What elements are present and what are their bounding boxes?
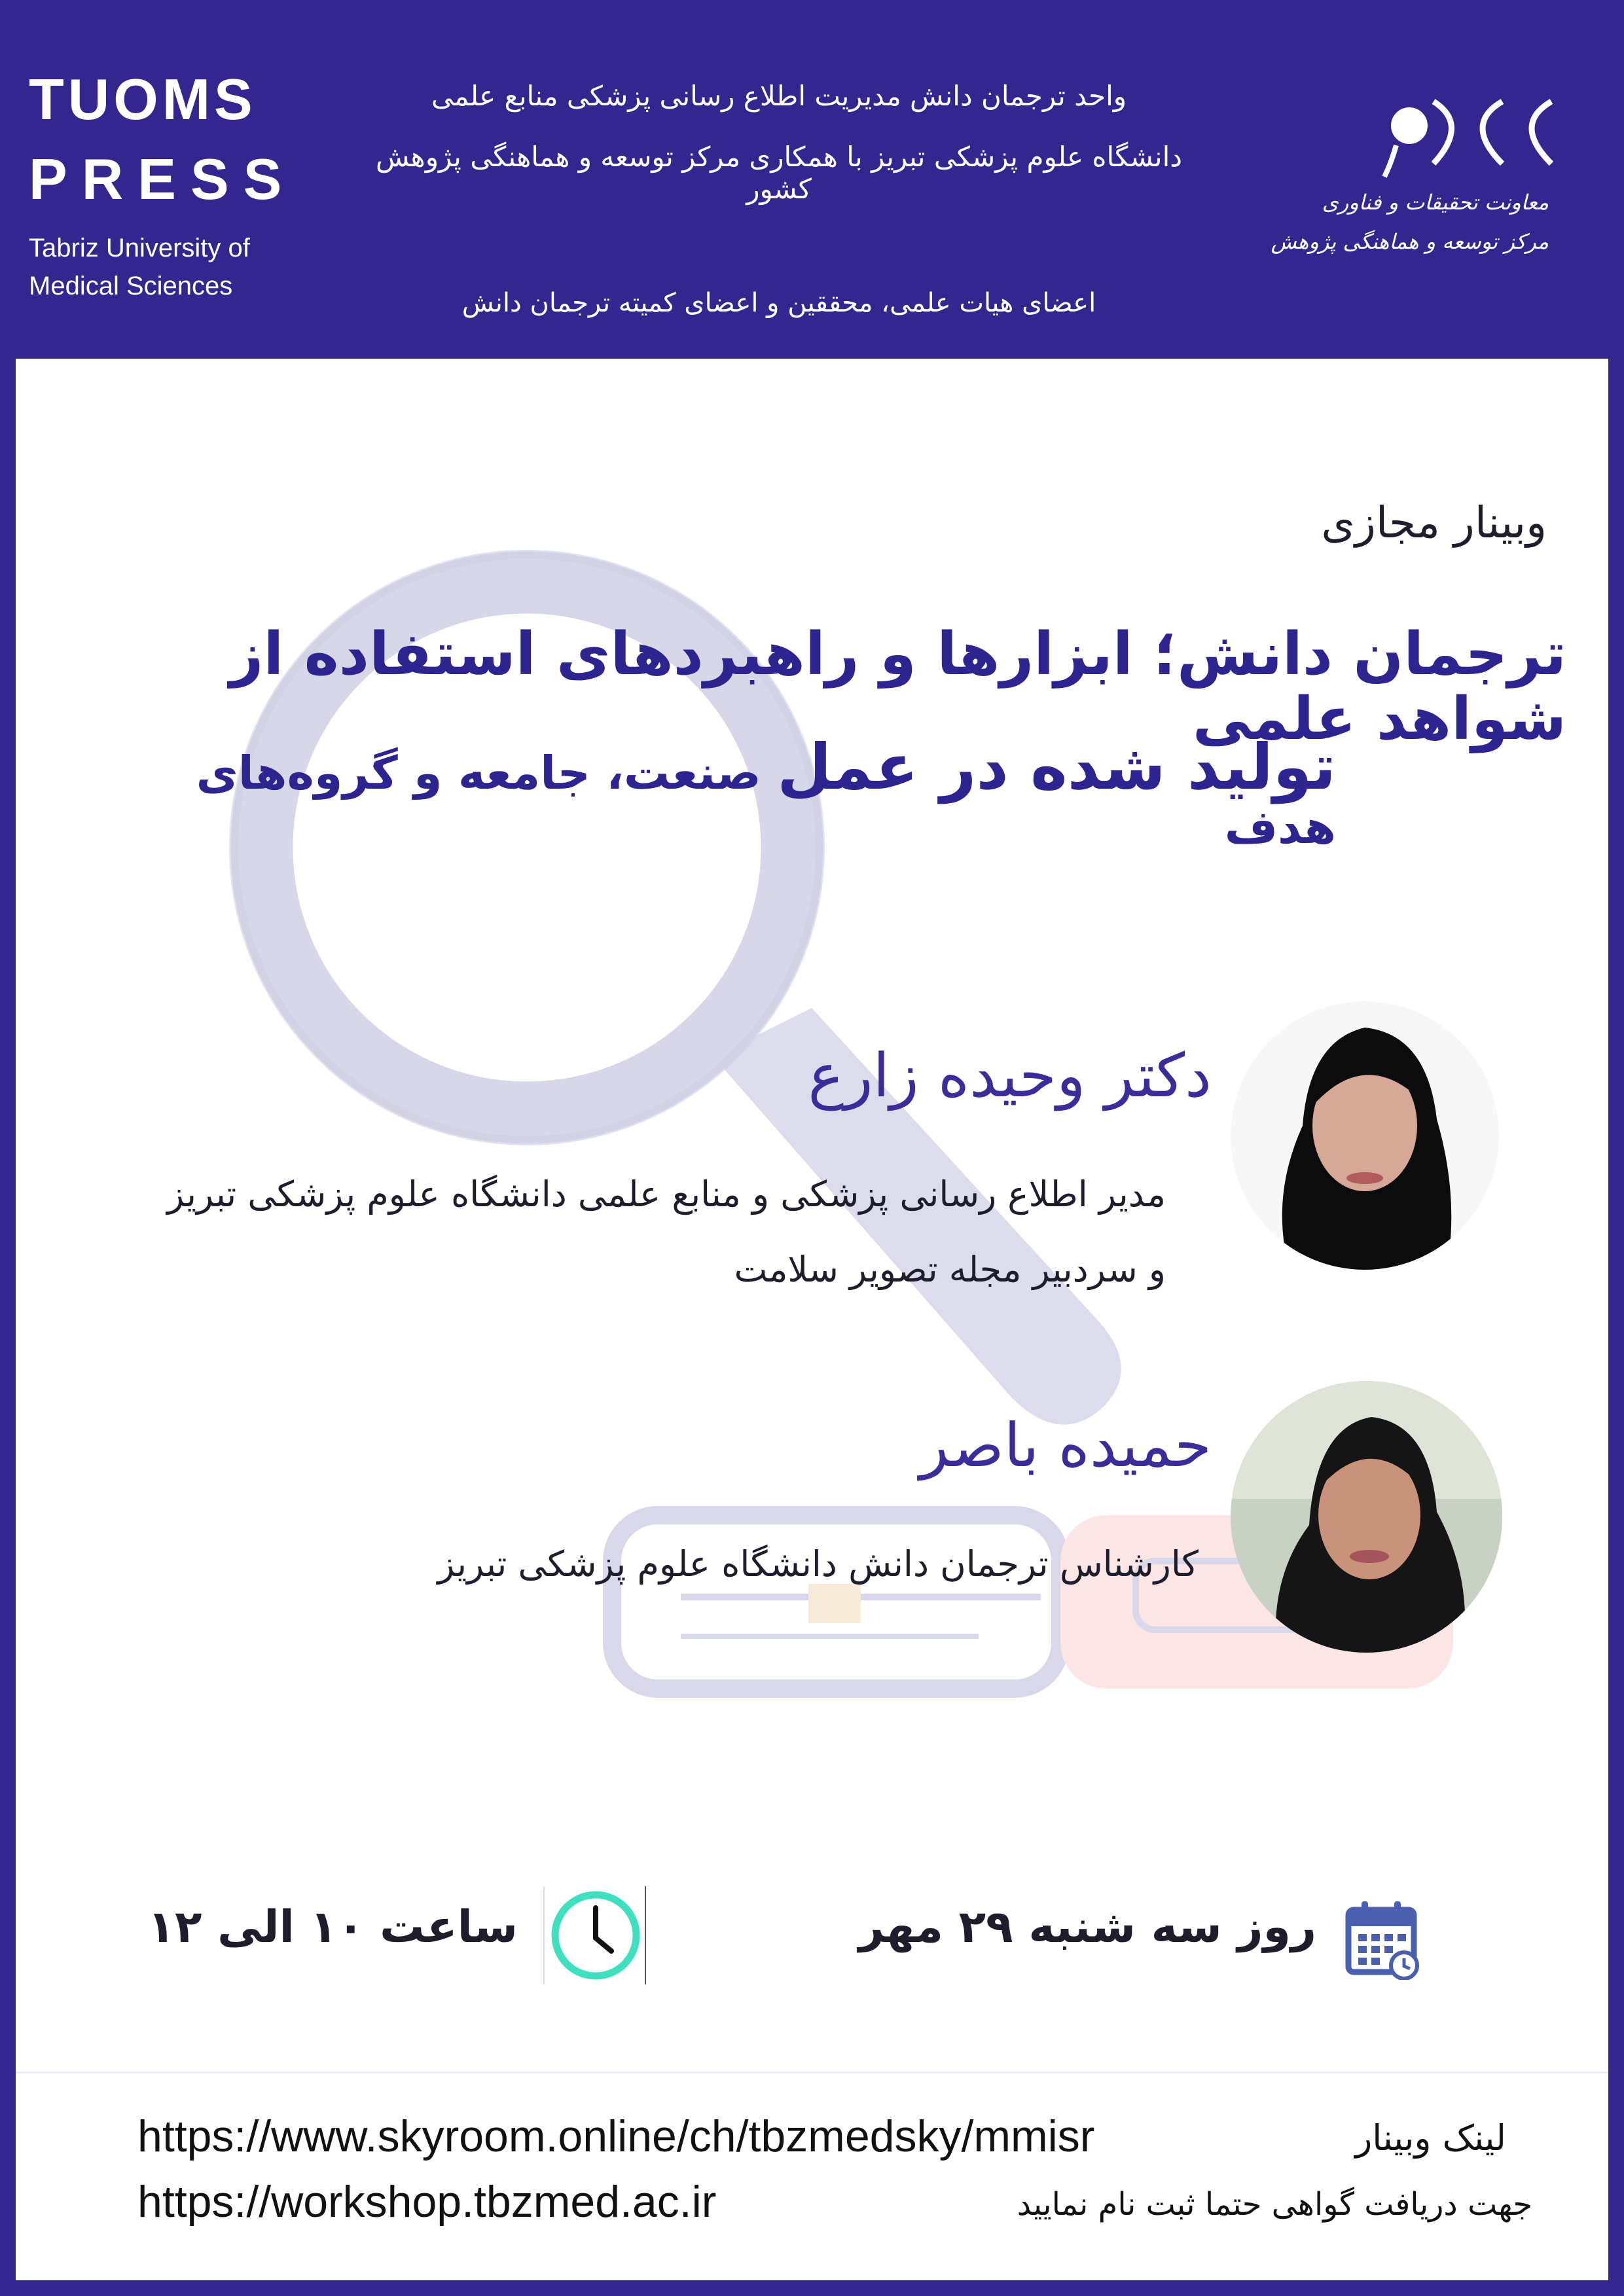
speaker-2-desc: کارشناس ترجمان دانش دانشگاه علوم پزشکی تبریز (437, 1543, 1199, 1585)
clock-icon (549, 1888, 643, 1983)
speaker-1-desc-1: مدیر اطلاع رسانی پزشکی و منابع علمی دانشگاه علوم پزشکی تبریز (167, 1174, 1166, 1215)
webinar-link-label: لینک وبینار (1355, 2117, 1506, 2159)
header-audience: اعضای هیات علمی، محققین و اعضای کمیته ترجمان دانش (461, 288, 1096, 318)
event-title-line-2 (92, 730, 1336, 854)
logo-caption-2: مرکز توسعه و هماهنگی پژوهش (1271, 229, 1549, 254)
brand-university: Tabriz University of Medical Sciences (29, 234, 250, 300)
speaker-2-name: حمیده باصر (919, 1410, 1212, 1480)
brand-title: TUOMS (29, 67, 257, 132)
speaker-1-name: دکتر وحیده زارع (808, 1041, 1212, 1111)
event-date: روز سه شنبه ۲۹ مهر (858, 1901, 1316, 1953)
title-emphasis: تولید شده در عمل (777, 730, 1336, 804)
header-line-2: دانشگاه علوم پزشکی تبریز با همکاری مرکز توسعه و هماهنگی پژوهش کشور (376, 141, 1182, 205)
webinar-link[interactable]: https://www.skyroom.online/ch/tbzmedsky/mmisr (137, 2111, 1095, 2161)
logo-caption-1: معاونت تحقیقات و فناوری (1322, 190, 1549, 215)
header-line-1: واحد ترجمان دانش مدیریت اطلاع رسانی پزشکی منابع علمی (431, 80, 1127, 112)
webinar-type: وبینار مجازی (1321, 497, 1547, 548)
calendar-icon (1345, 1898, 1420, 1980)
speaker-1-desc-2: و سردبیر مجله تصویر سلامت (734, 1249, 1166, 1290)
speaker-2-photo (1231, 1381, 1502, 1653)
registration-link[interactable]: https://workshop.tbzmed.ac.ir (137, 2177, 717, 2227)
title-continuation: صنعت، جامعه و گروه‌های هدف (196, 746, 1336, 854)
event-time: ساعت ۱۰ الی ۱۲ (147, 1901, 518, 1953)
header-banner (0, 0, 1624, 359)
clock-divider-left (543, 1886, 545, 1984)
event-title-line-1: ترجمان دانش؛ ابزارها و راهبردهای استفاده از شواهد علمی (229, 620, 1566, 753)
certificate-note: جهت دریافت گواهی حتما ثبت نام نمایید (1017, 2186, 1532, 2223)
speaker-1-photo (1231, 1001, 1499, 1270)
footer-separator (16, 2072, 1608, 2073)
clock-divider-right (645, 1886, 646, 1984)
brand-subtitle: PRESS (29, 147, 297, 211)
